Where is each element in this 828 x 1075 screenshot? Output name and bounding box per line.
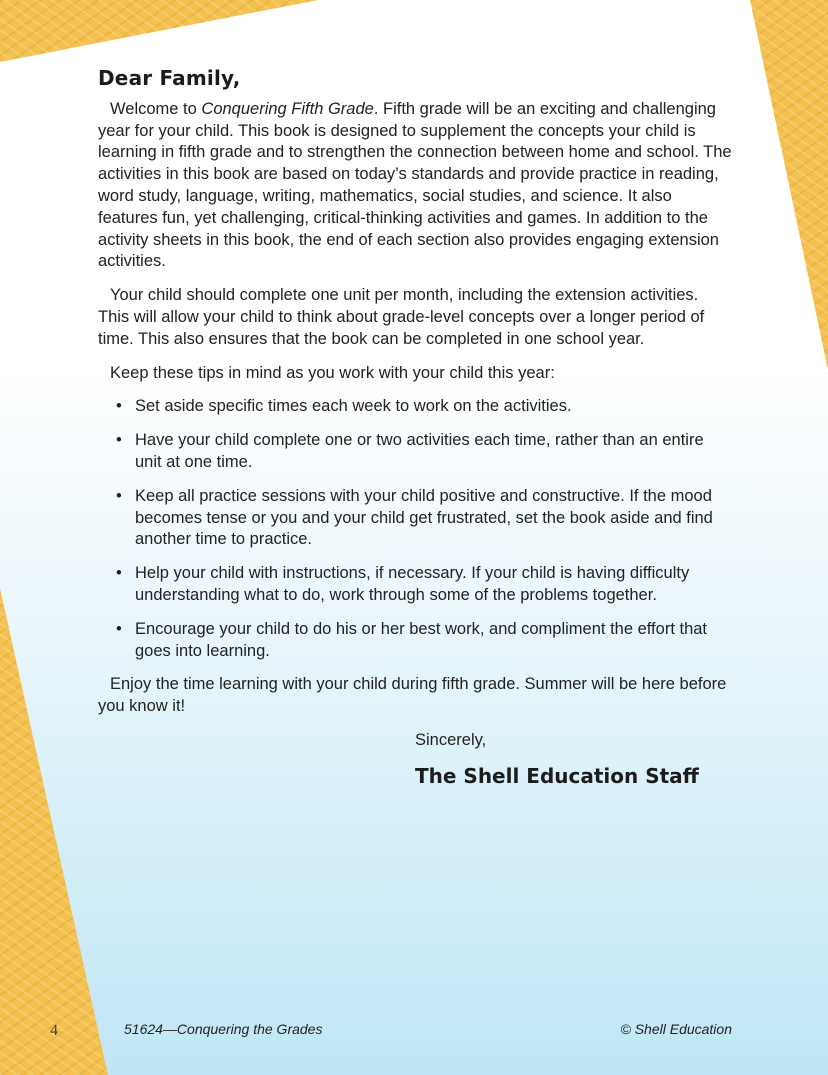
tip-text: Keep all practice sessions with your child positive and constructive. If the mood becomes tense or you and your child get frustrated, set the book aside and find another time to practice.	[135, 486, 713, 549]
bullet-icon: •	[116, 486, 122, 505]
intro-text-start: Welcome to	[110, 99, 202, 118]
tip-item	[98, 396, 733, 418]
bullet-icon: •	[116, 397, 122, 416]
tips-intro: Keep these tips in mind as you work with your child this year:	[110, 363, 555, 382]
intro-text-rest: . Fifth grade will be an exciting and challenging year for your child. This book is designed to supplement the concepts your child is learning in fifth grade and to strengthen the connection between home and school. The activities in this book are based on today’s standards and provide practice in reading, word study, language, writing, mathematics, social studies, and science. It also features fun, yet challenging, critical-thinking activities and games. In addition to the activity sheets in this book, the end of each section also provides engaging extension activities.	[98, 99, 732, 271]
footer-copyright: © Shell Education	[620, 1021, 732, 1037]
bullet-icon: •	[116, 564, 122, 583]
greeting: Dear Family,	[98, 66, 241, 90]
bullet-icon: •	[116, 619, 122, 638]
tips-list	[98, 396, 733, 662]
tip-item	[98, 563, 733, 607]
schedule-paragraph: Your child should complete one unit per month, including the extension activities. This will allow your child to think about grade-level concepts over a longer period of time. This also ensures that the book can be completed in one school year.	[98, 286, 705, 348]
page-number: 4	[50, 1022, 58, 1039]
signoff: Sincerely,	[415, 730, 487, 749]
book-title: Conquering Fifth Grade	[201, 99, 374, 118]
tip-item	[98, 619, 733, 663]
signature: The Shell Education Staff	[415, 763, 699, 788]
letter-body	[98, 68, 733, 788]
tip-text: Set aside specific times each week to work on the activities.	[135, 397, 572, 416]
tip-item	[98, 430, 733, 474]
tip-text: Have your child complete one or two activities each time, rather than an entire unit at one time.	[135, 431, 704, 471]
tip-text: Help your child with instructions, if necessary. If your child is having difficulty understanding what to do, work through some of the problems together.	[135, 564, 690, 604]
tip-text: Encourage your child to do his or her best work, and compliment the effort that goes into learning.	[135, 619, 708, 660]
footer-book-title: 51624—Conquering the Grades	[124, 1021, 323, 1037]
tip-item	[98, 486, 733, 551]
bullet-icon: •	[116, 431, 122, 450]
closing-paragraph: Enjoy the time learning with your child during fifth grade. Summer will be here before you know it!	[98, 675, 727, 716]
intro-paragraph	[98, 99, 733, 273]
